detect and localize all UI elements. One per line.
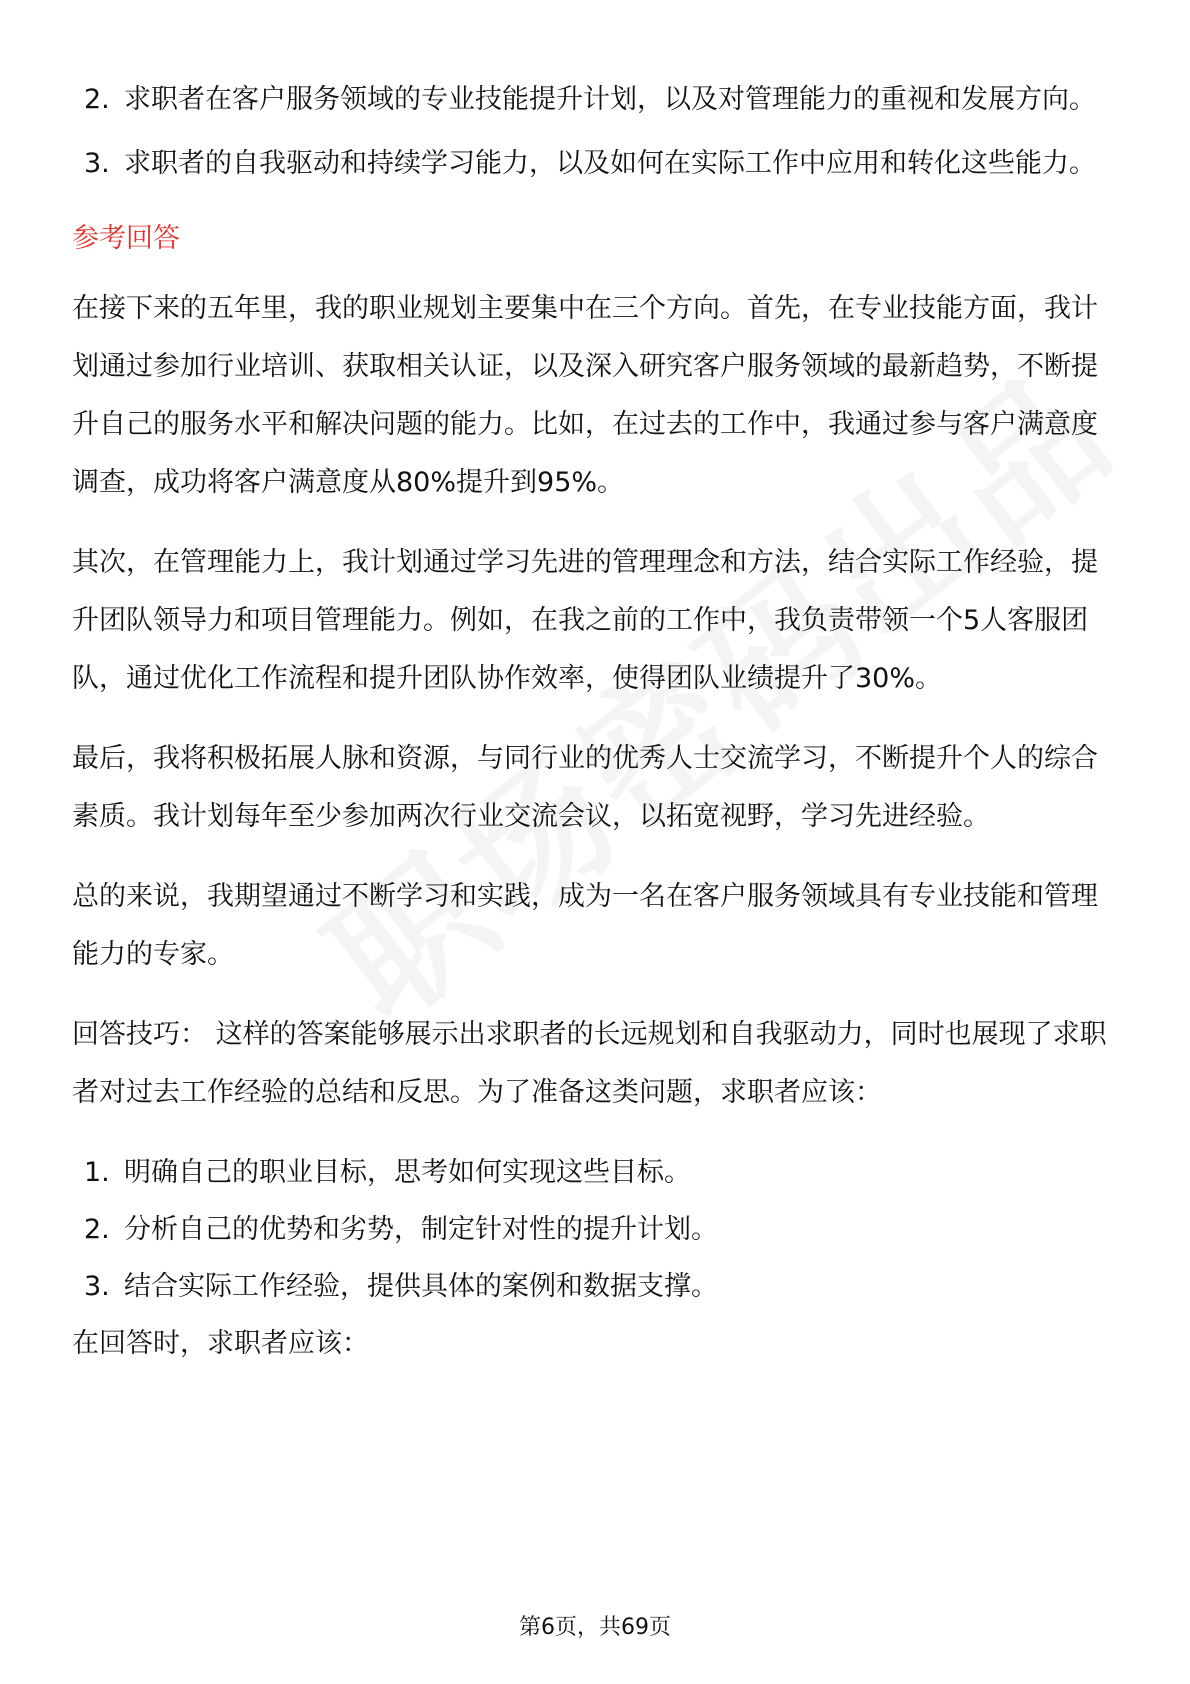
list-item <box>72 68 1118 132</box>
section-heading: 参考回答 <box>72 223 180 254</box>
answer-paragraph: 最后，我将积极拓展人脉和资源，与同行业的优秀人士交流学习，不断提升个人的综合素质。我计划每年至少参加两次行业交流会议，以拓宽视野，学习先进经验。 <box>72 743 1098 832</box>
page-footer: 第6页，共69页 <box>519 1615 671 1640</box>
list-item-number: 3. <box>84 148 110 179</box>
list-item-number: 3. <box>84 1271 110 1302</box>
answer-paragraph: 其次，在管理能力上，我计划通过学习先进的管理理念和方法，结合实际工作经验，提升团队领导力和项目管理能力。例如，在我之前的工作中，我负责带领一个5人客服团队，通过优化工作流程和提升团队协作效率，使得团队业绩提升了30%。 <box>72 547 1098 694</box>
list-item-text: 明确自己的职业目标，思考如何实现这些目标。 <box>124 1157 691 1188</box>
tips-list <box>72 1144 1118 1315</box>
closing-line: 在回答时，求职者应该： <box>72 1328 369 1359</box>
list-item <box>72 132 1118 196</box>
list-item-number: 2. <box>84 1214 110 1245</box>
list-item <box>72 1258 1118 1315</box>
content-body <box>72 68 1118 1395</box>
question-points-list <box>72 68 1118 196</box>
tips-paragraph: 回答技巧： 这样的答案能够展示出求职者的长远规划和自我驱动力，同时也展现了求职者对过去工作经验的总结和反思。为了准备这类问题，求职者应该： <box>72 1019 1107 1108</box>
list-item <box>72 1201 1118 1258</box>
list-item-number: 1. <box>84 1157 110 1188</box>
answer-paragraph: 总的来说，我期望通过不断学习和实践，成为一名在客户服务领域具有专业技能和管理能力的专家。 <box>72 881 1098 970</box>
answer-paragraph: 在接下来的五年里，我的职业规划主要集中在三个方向。首先，在专业技能方面，我计划通过参加行业培训、获取相关认证，以及深入研究客户服务领域的最新趋势，不断提升自己的服务水平和解决问题的能力。比如，在过去的工作中，我通过参与客户满意度调查，成功将客户满意度从80%提升到95%。 <box>72 293 1098 498</box>
list-item-text: 求职者在客户服务领域的专业技能提升计划，以及对管理能力的重视和发展方向。 <box>124 84 1096 115</box>
list-item-text: 求职者的自我驱动和持续学习能力，以及如何在实际工作中应用和转化这些能力。 <box>124 148 1096 179</box>
list-item-number: 2. <box>84 84 110 115</box>
list-item <box>72 1144 1118 1201</box>
list-item-text: 结合实际工作经验，提供具体的案例和数据支撑。 <box>124 1271 718 1302</box>
list-item-text: 分析自己的优势和劣势，制定针对性的提升计划。 <box>124 1214 718 1245</box>
